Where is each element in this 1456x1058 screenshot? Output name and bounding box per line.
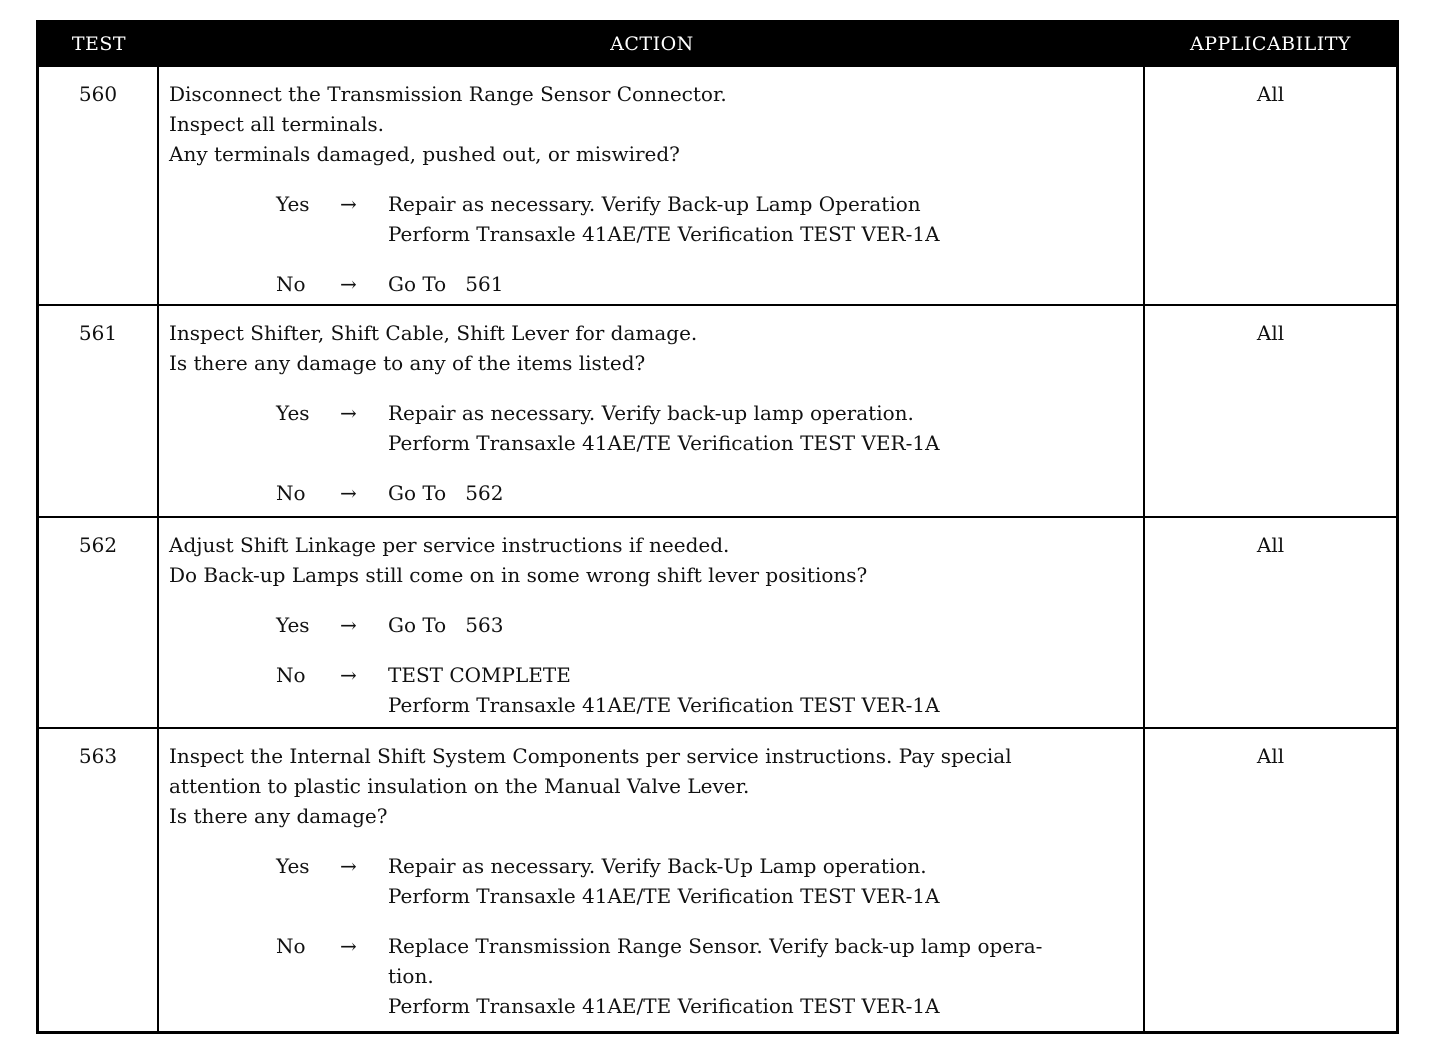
action-line: Is there any damage to any of the items listed? [169,351,646,375]
arrow-right-icon: → [340,613,357,637]
response-yes [169,189,1143,249]
action-line: Is there any damage? [169,804,388,828]
arrow-right-icon: → [340,854,357,878]
test-number: 560 [39,67,159,304]
response-answer: No [276,481,306,505]
response-line: Repair as necessary. Verify back-up lamp operation. [388,401,914,425]
action-cell [159,518,1145,727]
action-cell [159,306,1145,516]
response-line: Perform Transaxle 41AE/TE Verification TEST VER-1A [388,693,940,717]
response-text [388,478,503,508]
action-line: attention to plastic insulation on the Manual Valve Lever. [169,774,750,798]
response-line: Repair as necessary. Verify Back-up Lamp Operation [388,192,921,216]
header-test: TEST [71,33,127,55]
response-line: tion. [388,964,434,988]
arrow-right-icon: → [340,934,357,958]
response-text [388,931,1042,1021]
response-answer: No [276,663,306,687]
action-cell [159,67,1145,304]
table-row [39,727,1396,1031]
response-text [388,269,503,299]
response-answer: No [276,272,306,296]
test-number: 561 [39,306,159,516]
response-line: Perform Transaxle 41AE/TE Verification TEST VER-1A [388,994,940,1018]
test-number: 562 [39,518,159,727]
table-row [39,65,1396,304]
header-action: ACTION [610,33,694,55]
table-header [39,23,1396,65]
arrow-right-icon: → [340,401,357,425]
response-text [388,660,940,720]
response-no [169,660,1143,720]
test-number: 563 [39,729,159,1031]
action-line: Any terminals damaged, pushed out, or miswired? [169,142,680,166]
response-text [388,851,940,911]
table-row [39,304,1396,516]
applicability: All [1256,321,1285,345]
response-line: TEST COMPLETE [388,663,571,687]
action-line: Inspect all terminals. [169,112,384,136]
response-answer: Yes [276,854,310,878]
action-cell [159,729,1145,1031]
arrow-right-icon: → [340,481,357,505]
response-line: Perform Transaxle 41AE/TE Verification TEST VER-1A [388,431,940,455]
response-answer: Yes [276,401,310,425]
arrow-right-icon: → [340,272,357,296]
response-line: Replace Transmission Range Sensor. Verify back-up lamp opera- [388,934,1043,958]
action-line: Inspect the Internal Shift System Components per service instructions. Pay special [169,744,1012,768]
response-no [169,269,1143,299]
response-line: Go To 562 [388,481,504,505]
arrow-right-icon: → [340,663,357,687]
action-line: Disconnect the Transmission Range Sensor Connector. [169,82,727,106]
response-text [388,189,940,249]
response-answer: No [276,934,306,958]
response-line: Go To 563 [388,613,504,637]
response-no [169,478,1143,508]
response-no [169,931,1143,1021]
response-line: Perform Transaxle 41AE/TE Verification TEST VER-1A [388,884,940,908]
table-row [39,516,1396,727]
response-answer: Yes [276,613,310,637]
applicability: All [1256,744,1285,768]
response-line: Repair as necessary. Verify Back-Up Lamp operation. [388,854,927,878]
response-text [388,610,503,640]
response-yes [169,398,1143,458]
diagnostic-test-table [36,20,1399,1034]
action-line: Do Back-up Lamps still come on in some wrong shift lever positions? [169,563,868,587]
action-line: Inspect Shifter, Shift Cable, Shift Lever for damage. [169,321,698,345]
response-text [388,398,940,458]
header-applicability: APPLICABILITY [1190,33,1351,55]
response-answer: Yes [276,192,310,216]
applicability: All [1256,82,1285,106]
response-yes [169,851,1143,911]
response-line: Perform Transaxle 41AE/TE Verification TEST VER-1A [388,222,940,246]
applicability: All [1256,533,1285,557]
arrow-right-icon: → [340,192,357,216]
response-yes [169,610,1143,640]
action-line: Adjust Shift Linkage per service instructions if needed. [169,533,730,557]
response-line: Go To 561 [388,272,504,296]
